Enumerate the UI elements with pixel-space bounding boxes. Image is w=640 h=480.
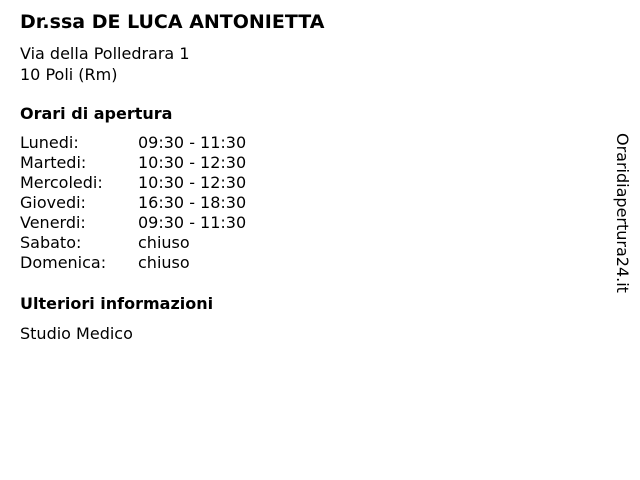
more-info-title: Ulteriori informazioni bbox=[20, 294, 214, 313]
hours-row-venerdi bbox=[20, 213, 246, 233]
hours-row-lunedi bbox=[20, 133, 246, 153]
more-info-text: Studio Medico bbox=[20, 324, 133, 343]
address bbox=[20, 43, 190, 85]
hours-value: 16:30 - 18:30 bbox=[138, 193, 247, 212]
hours-day: Mercoledi: bbox=[20, 173, 103, 192]
hours-day: Lunedi: bbox=[20, 133, 79, 152]
business-name: Dr.ssa DE LUCA ANTONIETTA bbox=[20, 11, 325, 33]
hours-row-domenica bbox=[20, 253, 246, 273]
hours-day: Martedi: bbox=[20, 153, 87, 172]
hours-row-sabato bbox=[20, 233, 246, 253]
hours-row-mercoledi bbox=[20, 173, 246, 193]
hours-row-martedi bbox=[20, 153, 246, 173]
hours-day: Domenica: bbox=[20, 253, 107, 272]
hours-value: 09:30 - 11:30 bbox=[138, 213, 247, 232]
hours-day: Venerdi: bbox=[20, 213, 86, 232]
opening-hours-title: Orari di apertura bbox=[20, 104, 173, 123]
opening-hours-table bbox=[20, 133, 246, 273]
hours-day: Giovedi: bbox=[20, 193, 86, 212]
address-city: 10 Poli (Rm) bbox=[20, 65, 118, 84]
hours-row-giovedi bbox=[20, 193, 246, 213]
address-street: Via della Polledrara 1 bbox=[20, 44, 190, 63]
hours-value: 10:30 - 12:30 bbox=[138, 173, 247, 192]
hours-value: 09:30 - 11:30 bbox=[138, 133, 247, 152]
hours-value: 10:30 - 12:30 bbox=[138, 153, 247, 172]
hours-value: chiuso bbox=[138, 253, 190, 272]
hours-day: Sabato: bbox=[20, 233, 82, 252]
site-watermark: Oraridiapertura24.it bbox=[613, 133, 632, 293]
hours-value: chiuso bbox=[138, 233, 190, 252]
